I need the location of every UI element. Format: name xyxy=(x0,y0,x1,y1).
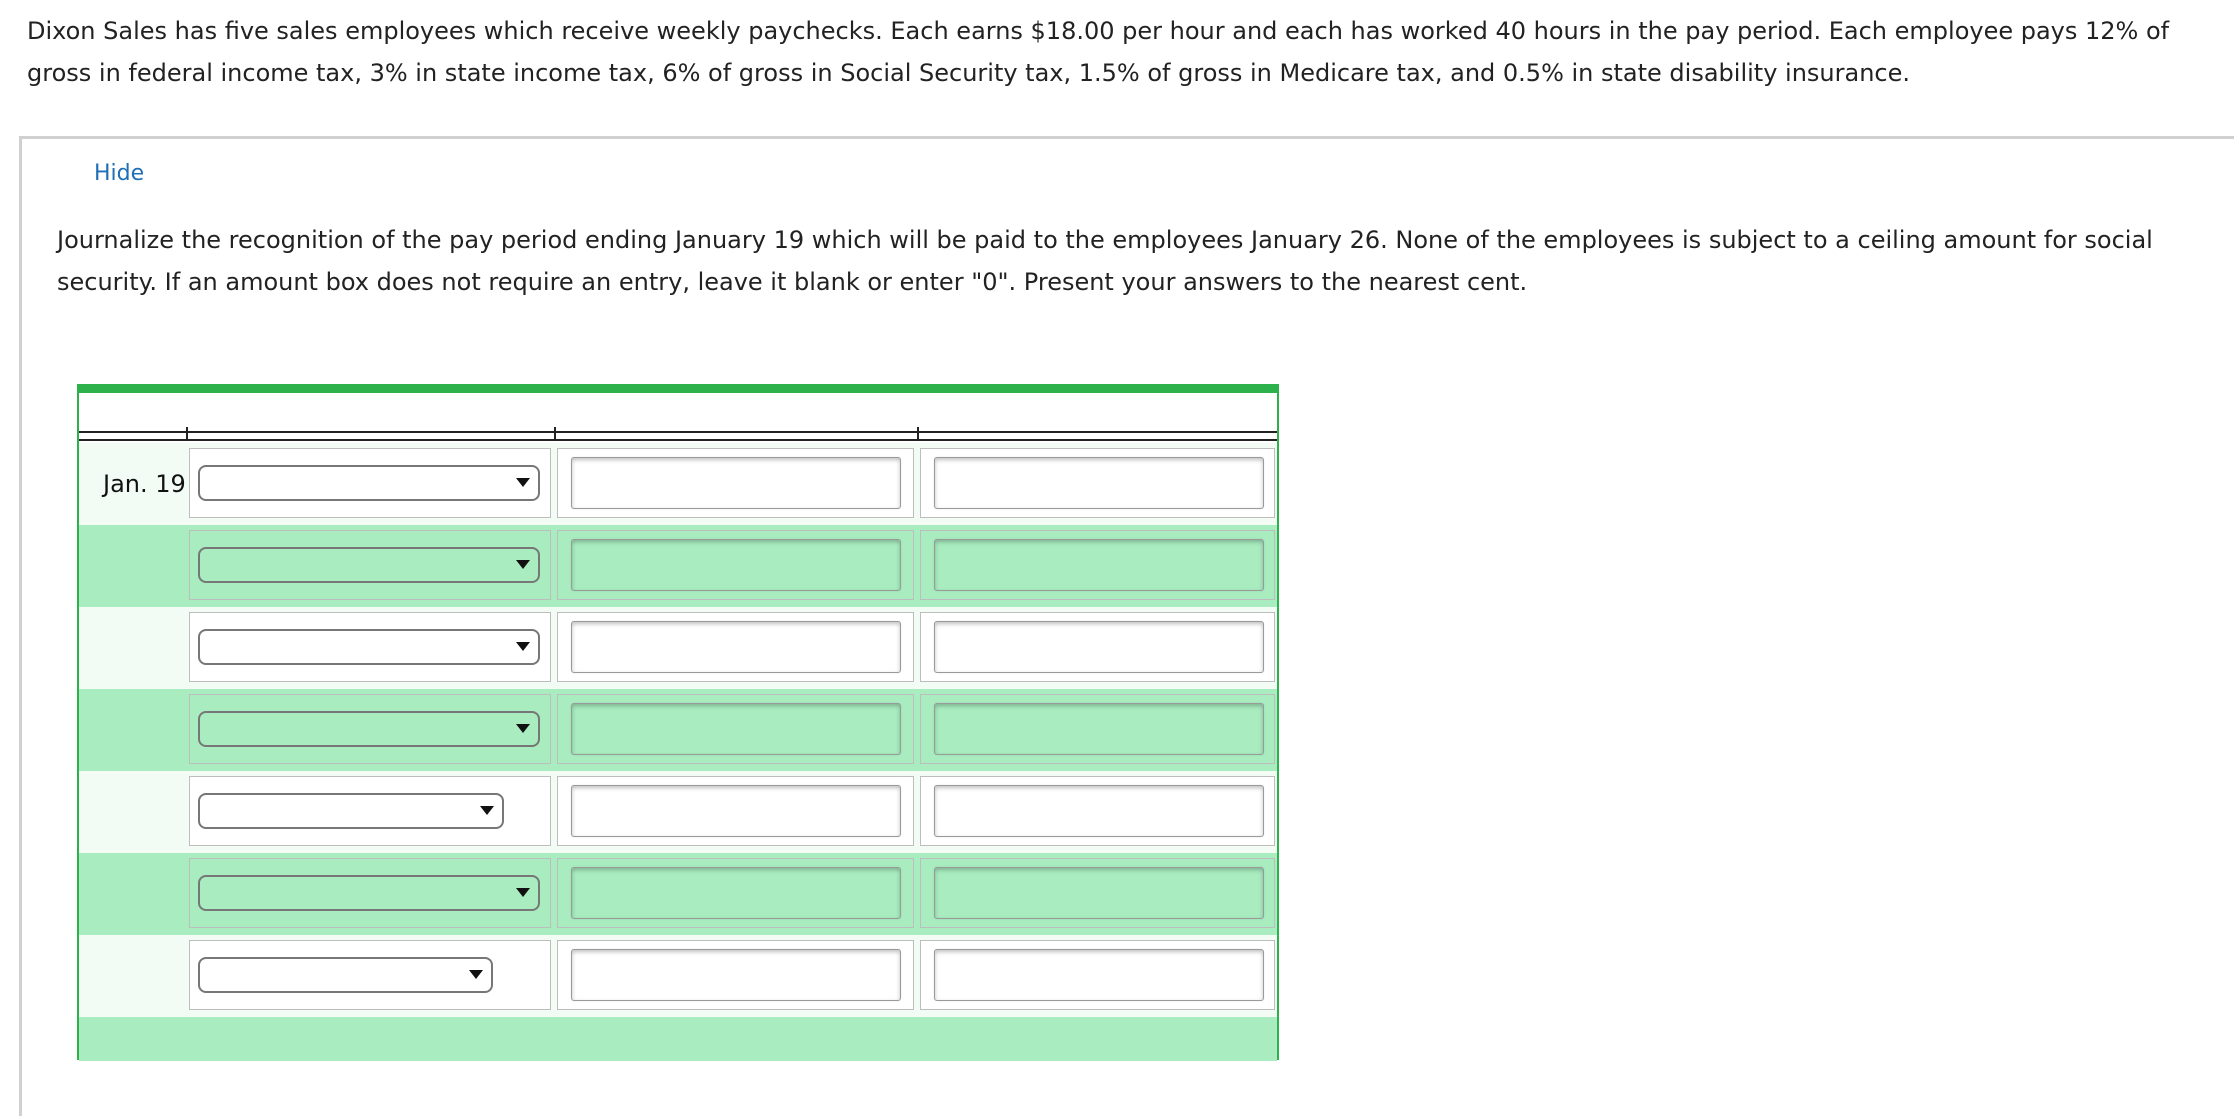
account-cell xyxy=(189,448,551,518)
credit-input[interactable] xyxy=(934,785,1264,837)
debit-cell xyxy=(557,776,914,846)
credit-cell xyxy=(920,694,1275,764)
header-divider xyxy=(186,427,188,441)
table-header xyxy=(79,431,1277,441)
debit-cell xyxy=(557,858,914,928)
account-cell xyxy=(189,530,551,600)
journal-row xyxy=(79,525,1277,607)
account-dropdown[interactable] xyxy=(198,711,540,747)
header-divider xyxy=(917,427,919,441)
journal-row xyxy=(79,771,1277,853)
journal-row xyxy=(79,607,1277,689)
debit-input[interactable] xyxy=(571,539,901,591)
debit-cell xyxy=(557,694,914,764)
credit-input[interactable] xyxy=(934,621,1264,673)
account-dropdown[interactable] xyxy=(198,629,540,665)
chevron-down-icon xyxy=(469,970,483,979)
chevron-down-icon xyxy=(516,642,530,651)
chevron-down-icon xyxy=(480,806,494,815)
credit-cell xyxy=(920,940,1275,1010)
account-cell xyxy=(189,776,551,846)
credit-cell xyxy=(920,448,1275,518)
credit-input[interactable] xyxy=(934,949,1264,1001)
journal-entry-table xyxy=(77,384,1279,1060)
account-cell xyxy=(189,694,551,764)
debit-input[interactable] xyxy=(571,703,901,755)
debit-input[interactable] xyxy=(571,867,901,919)
account-dropdown[interactable] xyxy=(198,547,540,583)
credit-cell xyxy=(920,858,1275,928)
chevron-down-icon xyxy=(516,888,530,897)
debit-input[interactable] xyxy=(571,785,901,837)
journal-row xyxy=(79,689,1277,771)
debit-cell xyxy=(557,612,914,682)
credit-cell xyxy=(920,530,1275,600)
credit-cell xyxy=(920,612,1275,682)
credit-input[interactable] xyxy=(934,867,1264,919)
account-dropdown[interactable] xyxy=(198,465,540,501)
journal-row xyxy=(79,935,1277,1017)
debit-input[interactable] xyxy=(571,621,901,673)
account-cell xyxy=(189,940,551,1010)
credit-input[interactable] xyxy=(934,539,1264,591)
table-footer-row xyxy=(79,1017,1277,1061)
hide-link[interactable]: Hide xyxy=(94,161,145,186)
journal-row xyxy=(79,443,1277,525)
debit-cell xyxy=(557,940,914,1010)
debit-input[interactable] xyxy=(571,949,901,1001)
account-cell xyxy=(189,858,551,928)
chevron-down-icon xyxy=(516,560,530,569)
journal-row xyxy=(79,853,1277,935)
chevron-down-icon xyxy=(516,478,530,487)
debit-input[interactable] xyxy=(571,457,901,509)
debit-cell xyxy=(557,530,914,600)
entry-date: Jan. 19 xyxy=(103,470,186,498)
problem-intro: Dixon Sales has five sales employees which receive weekly paychecks. Each earns $18.00 per hour and each has worked 40 hours in the pay period. Each employee pays 12% of gross in federal income tax, 3% in state income tax, 6% of gross in Social Security tax, 1.5% of gross in Medicare tax, and 0.5% in state disability insurance. xyxy=(27,17,2170,87)
account-dropdown[interactable] xyxy=(198,957,493,993)
account-dropdown[interactable] xyxy=(198,793,504,829)
header-divider xyxy=(554,427,556,441)
credit-input[interactable] xyxy=(934,703,1264,755)
credit-input[interactable] xyxy=(934,457,1264,509)
instructions-text: Journalize the recognition of the pay period ending January 19 which will be paid to the employees January 26. None of the employees is subject to a ceiling amount for social security. If an amount box does not require an entry, leave it blank or enter "0". Present your answers to the nearest cent. xyxy=(57,226,2153,296)
credit-cell xyxy=(920,776,1275,846)
chevron-down-icon xyxy=(516,724,530,733)
account-cell xyxy=(189,612,551,682)
debit-cell xyxy=(557,448,914,518)
account-dropdown[interactable] xyxy=(198,875,540,911)
